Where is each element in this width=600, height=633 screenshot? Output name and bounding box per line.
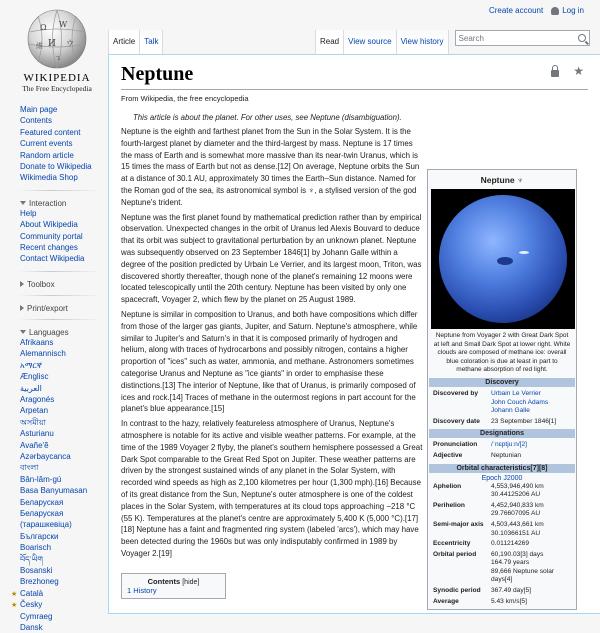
language-link[interactable]: Boarisch bbox=[20, 543, 52, 553]
infobox-label: Synodic period bbox=[433, 587, 481, 595]
language-link[interactable]: Avañe'ẽ bbox=[20, 440, 49, 450]
sidebar-item-featured-content[interactable]: Featured content bbox=[20, 127, 81, 137]
tab-read[interactable] bbox=[315, 30, 344, 54]
infobox-value: 367.49 day[5] bbox=[491, 587, 531, 595]
infobox-value: 4,503,443,661 km 30.10366151 AU bbox=[491, 520, 544, 537]
language-link[interactable]: Arpetan bbox=[20, 406, 49, 416]
language-link[interactable]: Asturianu bbox=[20, 429, 54, 439]
interaction-heading-label: Interaction bbox=[29, 198, 67, 208]
lock-icon[interactable] bbox=[551, 70, 559, 77]
login-link[interactable]: Log in bbox=[562, 6, 584, 15]
infobox-label: Adjective bbox=[433, 451, 463, 459]
infobox-label: Orbital period bbox=[433, 550, 477, 558]
infobox-caption: Neptune from Voyager 2 with Great Dark Spot at left and Small Dark Spot at lower right. White clouds are composed of methane ice: overall blue coloration is due at least in part to methane absorption of red light. bbox=[433, 332, 571, 374]
languages-list bbox=[0, 337, 108, 633]
svg-text:W: W bbox=[59, 20, 68, 29]
language-link[interactable]: Brezhoneg bbox=[20, 577, 59, 587]
create-account-link[interactable]: Create account bbox=[488, 6, 544, 15]
sidebar bbox=[0, 104, 108, 633]
tab-talk[interactable] bbox=[140, 30, 163, 54]
neptune-image[interactable] bbox=[431, 189, 575, 329]
tab-view-history[interactable] bbox=[397, 30, 449, 54]
tab-article-label: Article bbox=[113, 36, 136, 46]
language-link[interactable]: Беларуская bbox=[20, 497, 64, 507]
infobox-row bbox=[431, 451, 573, 462]
infobox-row bbox=[431, 417, 573, 428]
methane-cloud bbox=[519, 251, 529, 254]
infobox-label: Eccentricity bbox=[433, 540, 471, 548]
language-link[interactable]: አማርኛ bbox=[20, 360, 42, 370]
sidebar-item-main-page[interactable]: Main page bbox=[20, 105, 58, 114]
infobox-value: 23 September 1846[1] bbox=[491, 417, 557, 425]
search-placeholder: Search bbox=[458, 33, 484, 43]
chevron-down-icon bbox=[20, 201, 26, 205]
portal-divider bbox=[18, 295, 102, 296]
infobox-value: 60,190.03[3] days 164.79 years 89,666 Neptune solar days[4] bbox=[491, 550, 555, 584]
languages-heading-label: Languages bbox=[29, 327, 69, 337]
language-link[interactable]: Ænglisc bbox=[20, 372, 49, 382]
sidebar-item-contents[interactable]: Contents bbox=[20, 116, 53, 126]
svg-text:Ω: Ω bbox=[40, 23, 47, 32]
toc-title-label: Contents bbox=[147, 577, 181, 586]
chevron-right-icon bbox=[20, 281, 24, 287]
planet-disk bbox=[439, 195, 567, 323]
personal-tools bbox=[489, 6, 584, 15]
featured-star-icon: ★ bbox=[11, 602, 18, 610]
chevron-right-icon bbox=[20, 305, 24, 311]
article-content bbox=[108, 54, 600, 614]
page-title: Neptune bbox=[121, 61, 588, 90]
language-link[interactable]: Dansk bbox=[20, 623, 43, 633]
infobox-row bbox=[431, 586, 573, 597]
infobox-row bbox=[431, 520, 573, 539]
logo-tagline: The Free Encyclopedia bbox=[22, 84, 92, 93]
sidebar-item-help[interactable]: Help bbox=[20, 208, 37, 218]
svg-text:ウ: ウ bbox=[66, 39, 74, 48]
infobox-label: Semi-major axis bbox=[433, 520, 484, 528]
search-icon[interactable] bbox=[578, 34, 586, 42]
infobox-value: 5.43 km/s[5] bbox=[491, 597, 527, 605]
language-link[interactable]: བོད་ཡིག bbox=[20, 554, 43, 564]
epoch-link[interactable]: Epoch J2000 bbox=[481, 474, 523, 482]
language-link[interactable]: Azərbaycanca bbox=[20, 451, 71, 461]
language-link[interactable] bbox=[11, 588, 44, 598]
language-link[interactable]: Afrikaans bbox=[20, 337, 54, 347]
sidebar-item-about[interactable]: About Wikipedia bbox=[20, 220, 78, 230]
article-paragraph: In contrast to the hazy, relatively featureless atmosphere of Uranus, Neptune's atmosphere is notable for its active and visible weather patterns. For example, at the time of the 1989 Voyager 2 flyby, the planet's southern hemisphere possessed a Great Dark Spot comparable to the Great Red Spot on Jupiter. These weather patterns are driven by the strongest sustained winds of any planet in the Solar System, with recorded wind speeds as high as 2,100 kilometres per hour (1,300 mph).[16] Because of its great distance from the Sun, Neptune's outer atmosphere is one of the coldest places in the Solar System, with temperatures at its cloud tops approaching −218 °C (55 K). Temperatures at the planet's centre are approximately 5,400 K (5,000 °C).[17][18] Neptune has a faint and fragmented ring system (labeled 'arcs'), which may have been detected during the 1960s but was only indisputably confirmed in 1989 by Voyager 2.[19] bbox=[121, 419, 423, 558]
toc-title bbox=[127, 577, 220, 586]
portal-divider bbox=[18, 190, 102, 191]
infobox-label: Discovery date bbox=[433, 417, 480, 425]
language-link[interactable]: Alemannisch bbox=[20, 349, 66, 359]
toc-item[interactable]: 1 History bbox=[127, 586, 157, 595]
article-paragraph: Neptune is the eighth and farthest planet from the Sun in the Solar System. It is the fourth-largest planet by diameter and the third-largest by mass. Neptune is 17 times the mass of Earth and is somewhat more massive than its near-twin Uranus, which is 15 times the mass of Earth but not as dense.[12] On average, Neptune orbits the Sun at a distance of 30.1 AU, approximately 30 times the Earth–Sun distance. Named for the Roman god of the sea, its astronomical symbol is ♆, a stylised version of the god Neptune's trident. bbox=[121, 127, 420, 207]
language-link[interactable]: Cymraeg bbox=[20, 611, 53, 621]
infobox-section-orbital: Orbital characteristics[7][8] bbox=[429, 464, 575, 473]
language-link[interactable]: العربية bbox=[20, 383, 42, 393]
sidebar-item-community-portal[interactable]: Community portal bbox=[20, 231, 83, 241]
language-label: Català bbox=[20, 588, 44, 598]
infobox-discovery-table bbox=[431, 389, 573, 427]
puzzle-globe-icon bbox=[26, 8, 88, 70]
login-link-wrap[interactable] bbox=[551, 6, 584, 15]
featured-star-icon: ★ bbox=[11, 590, 18, 598]
portal-divider bbox=[18, 319, 102, 320]
search-input[interactable] bbox=[455, 30, 590, 46]
infobox-value: 4,452,940,833 km 29.76607095 AU bbox=[491, 501, 544, 518]
language-link[interactable]: Basa Banyumasan bbox=[20, 486, 88, 496]
sidebar-item-donate[interactable]: Donate to Wikipedia bbox=[20, 162, 92, 172]
toc-hide-link[interactable]: [hide] bbox=[182, 579, 200, 586]
great-dark-spot bbox=[497, 257, 513, 265]
infobox-section-discovery: Discovery bbox=[429, 378, 575, 387]
interaction-list bbox=[0, 208, 108, 265]
infobox-row bbox=[431, 440, 573, 451]
infobox-row bbox=[431, 501, 573, 520]
infobox-value[interactable]: Urbain Le Verrier John Couch Adams Johann Galle bbox=[491, 389, 549, 415]
infobox-title: Neptune ♆ bbox=[480, 175, 524, 185]
language-link[interactable]: Български bbox=[20, 531, 59, 541]
toolbox-heading[interactable] bbox=[0, 280, 108, 289]
infobox-orbital-table bbox=[431, 482, 573, 608]
infobox-label: Aphelion bbox=[433, 482, 462, 490]
view-tabs bbox=[315, 30, 590, 54]
tab-view-source-label: View source bbox=[348, 36, 392, 46]
language-link[interactable] bbox=[11, 600, 43, 610]
infobox-row bbox=[431, 389, 573, 417]
article-paragraph: Neptune is similar in composition to Uranus, and both have compositions which differ from those of the larger gas giants, Jupiter, and Saturn. Neptune's atmosphere, while similar to Jupiter's and Saturn's in that it is composed primarily of hydrogen and helium, along with traces of hydrocarbons and possibly nitrogen, contains a higher proportion of "ices" such as water, ammonia, and methane. Astronomers sometimes categorise Uranus and Neptune as "ice giants" in order to emphasise these distinctions.[13] The interior of Neptune, like that of Uranus, is primarily composed of ices and rock.[14] Traces of methane in the outermost regions in part account for the planet's blue appearance.[15] bbox=[121, 309, 418, 414]
logo-wordmark: WIKIPEDIA bbox=[23, 72, 91, 84]
infobox-row bbox=[431, 597, 573, 608]
article-paragraph: Neptune was the first planet found by mathematical prediction rather than by empirical observation. Unexpected changes in the orbit of Uranus led Alexis Bouvard to deduce that its orbit was subject to gravitational perturbation by an unknown planet. Neptune was subsequently observed on 23 September 1846[1] by Johann Galle within a degree of the position predicted by Urbain Le Verrier, and its largest moon, Triton, was discovered shortly thereafter, though none of the planet's remaining 12 moons were located telescopically until the 20th century. Neptune has been visited by only one spacecraft, Voyager 2, which flew by the planet on 25 August 1989. bbox=[121, 212, 422, 305]
language-link[interactable]: Беларуская (тарашкевіца) bbox=[20, 508, 72, 530]
sidebar-nav bbox=[0, 104, 108, 184]
infobox-row bbox=[431, 539, 573, 550]
infobox-label: Pronunciation bbox=[433, 441, 478, 449]
language-link[interactable]: Bosanski bbox=[20, 566, 53, 575]
svg-text:И: И bbox=[48, 39, 56, 49]
languages-heading[interactable] bbox=[0, 328, 108, 337]
print-export-heading-label: Print/export bbox=[27, 303, 68, 313]
infobox-row bbox=[431, 482, 573, 501]
tab-read-label: Read bbox=[320, 36, 340, 46]
infobox-label: Average bbox=[433, 597, 459, 605]
svg-text:ว: ว bbox=[56, 54, 60, 62]
infobox-row bbox=[431, 550, 573, 586]
infobox-designations-table bbox=[431, 440, 573, 461]
portal-divider bbox=[18, 271, 102, 272]
pronunciation-value[interactable]: /ˈnɛptjuːn/[2] bbox=[491, 441, 528, 449]
hatnote: This article is about the planet. For other uses, see Neptune (disambiguation). bbox=[133, 113, 402, 122]
infobox-value: 4,553,946,490 km 30.44125206 AU bbox=[491, 482, 544, 499]
infobox bbox=[427, 169, 577, 610]
sidebar-item-recent-changes[interactable]: Recent changes bbox=[20, 243, 78, 253]
language-label: Česky bbox=[20, 600, 43, 610]
infobox-value: Neptunian bbox=[491, 451, 522, 459]
infobox-value: 0.011214269 bbox=[491, 540, 530, 548]
toolbox-heading-label: Toolbox bbox=[27, 279, 55, 289]
tab-article[interactable] bbox=[108, 30, 140, 54]
namespace-tabs bbox=[108, 30, 163, 54]
svg-text:維: 維 bbox=[36, 42, 43, 50]
page-indicators bbox=[551, 65, 584, 77]
tab-talk-label: Talk bbox=[144, 36, 159, 46]
language-link[interactable]: বাংলা bbox=[20, 463, 39, 473]
infobox-label: Discovered by bbox=[433, 389, 479, 397]
watch-star-icon[interactable]: ★ bbox=[573, 64, 584, 78]
wikipedia-logo[interactable] bbox=[14, 8, 100, 94]
language-link[interactable]: অসমীয়া bbox=[20, 417, 46, 427]
sidebar-item-current-events[interactable]: Current events bbox=[20, 139, 73, 149]
language-link[interactable]: Bân-lâm-gú bbox=[20, 474, 62, 484]
table-of-contents bbox=[121, 573, 226, 599]
infobox-label: Perihelion bbox=[433, 501, 465, 509]
interaction-heading[interactable] bbox=[0, 199, 108, 208]
tab-view-history-label: View history bbox=[400, 36, 444, 46]
user-icon bbox=[551, 7, 559, 15]
language-link[interactable]: Aragonés bbox=[20, 394, 55, 404]
tab-view-source[interactable] bbox=[344, 30, 396, 54]
chevron-down-icon bbox=[20, 330, 26, 334]
print-export-heading[interactable] bbox=[0, 304, 108, 313]
sidebar-item-contact[interactable]: Contact Wikipedia bbox=[20, 254, 85, 264]
infobox-section-designations: Designations bbox=[429, 429, 575, 438]
site-subtitle: From Wikipedia, the free encyclopedia bbox=[121, 94, 249, 103]
sidebar-item-wikimedia-shop[interactable]: Wikimedia Shop bbox=[20, 173, 78, 183]
sidebar-item-random-article[interactable]: Random article bbox=[20, 150, 74, 160]
